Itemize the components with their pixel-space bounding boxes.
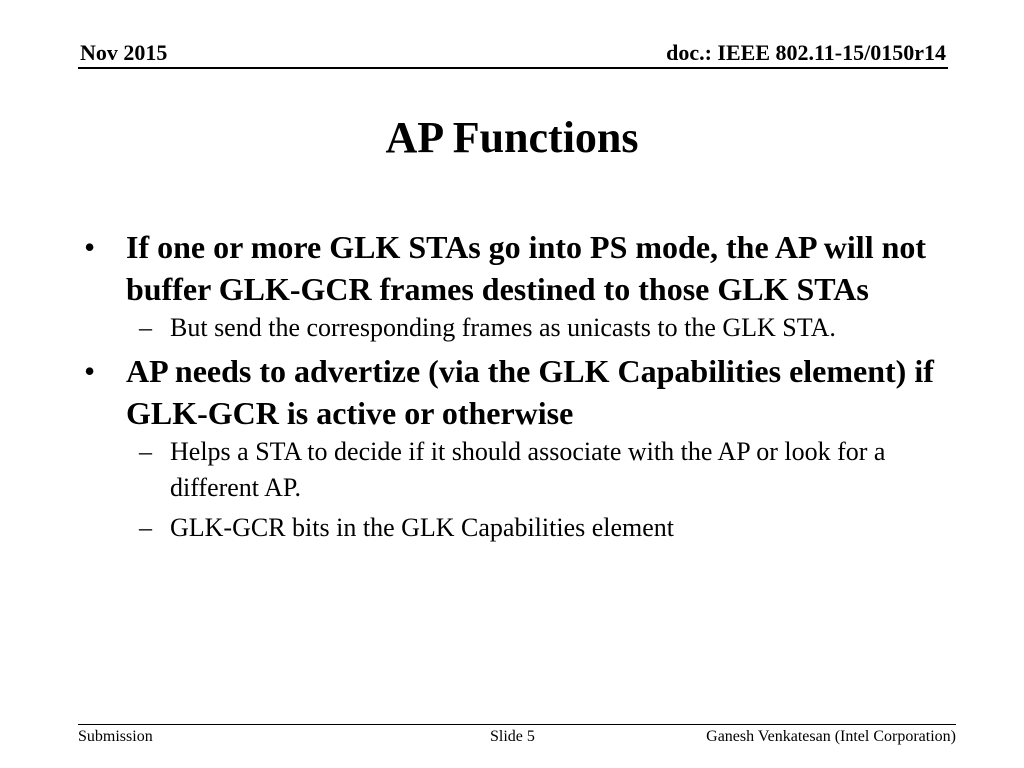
sub-bullet-1-1 bbox=[84, 310, 954, 346]
sub-bullet-2-2 bbox=[84, 510, 954, 546]
footer-divider bbox=[78, 724, 956, 725]
bullet-item-1 bbox=[84, 226, 954, 310]
header-doc-id: doc.: IEEE 802.11-15/0150r14 bbox=[666, 40, 946, 65]
dash-icon: – bbox=[139, 313, 152, 342]
footer-author: Ganesh Venkatesan (Intel Corporation) bbox=[706, 728, 956, 745]
footer-submission: Submission bbox=[78, 728, 153, 745]
bullet-item-2 bbox=[84, 350, 954, 434]
sub-bullet-text-1-1: But send the corresponding frames as unicasts to the GLK STA. bbox=[170, 313, 836, 342]
bullet-dot-icon: • bbox=[84, 229, 96, 265]
sub-bullet-text-2-2: GLK-GCR bits in the GLK Capabilities element bbox=[170, 513, 675, 542]
sub-bullet-2-1 bbox=[84, 434, 954, 506]
slide-title: AP Functions bbox=[385, 113, 639, 162]
sub-bullet-text-2-1: Helps a STA to decide if it should associate with the AP or look for a different AP. bbox=[170, 437, 886, 502]
bullet-text-2: AP needs to advertize (via the GLK Capabilities element) if GLK-GCR is active or otherwise bbox=[126, 353, 934, 431]
footer-slide-number: Slide 5 bbox=[490, 728, 535, 745]
dash-icon: – bbox=[139, 513, 152, 542]
header-divider bbox=[78, 67, 948, 69]
bullet-text-1: If one or more GLK STAs go into PS mode, the AP will not buffer GLK-GCR frames destined to those GLK STAs bbox=[126, 229, 927, 307]
slide-content bbox=[84, 226, 954, 546]
header-date: Nov 2015 bbox=[80, 40, 168, 65]
bullet-dot-icon: • bbox=[84, 353, 96, 389]
dash-icon: – bbox=[139, 437, 152, 466]
